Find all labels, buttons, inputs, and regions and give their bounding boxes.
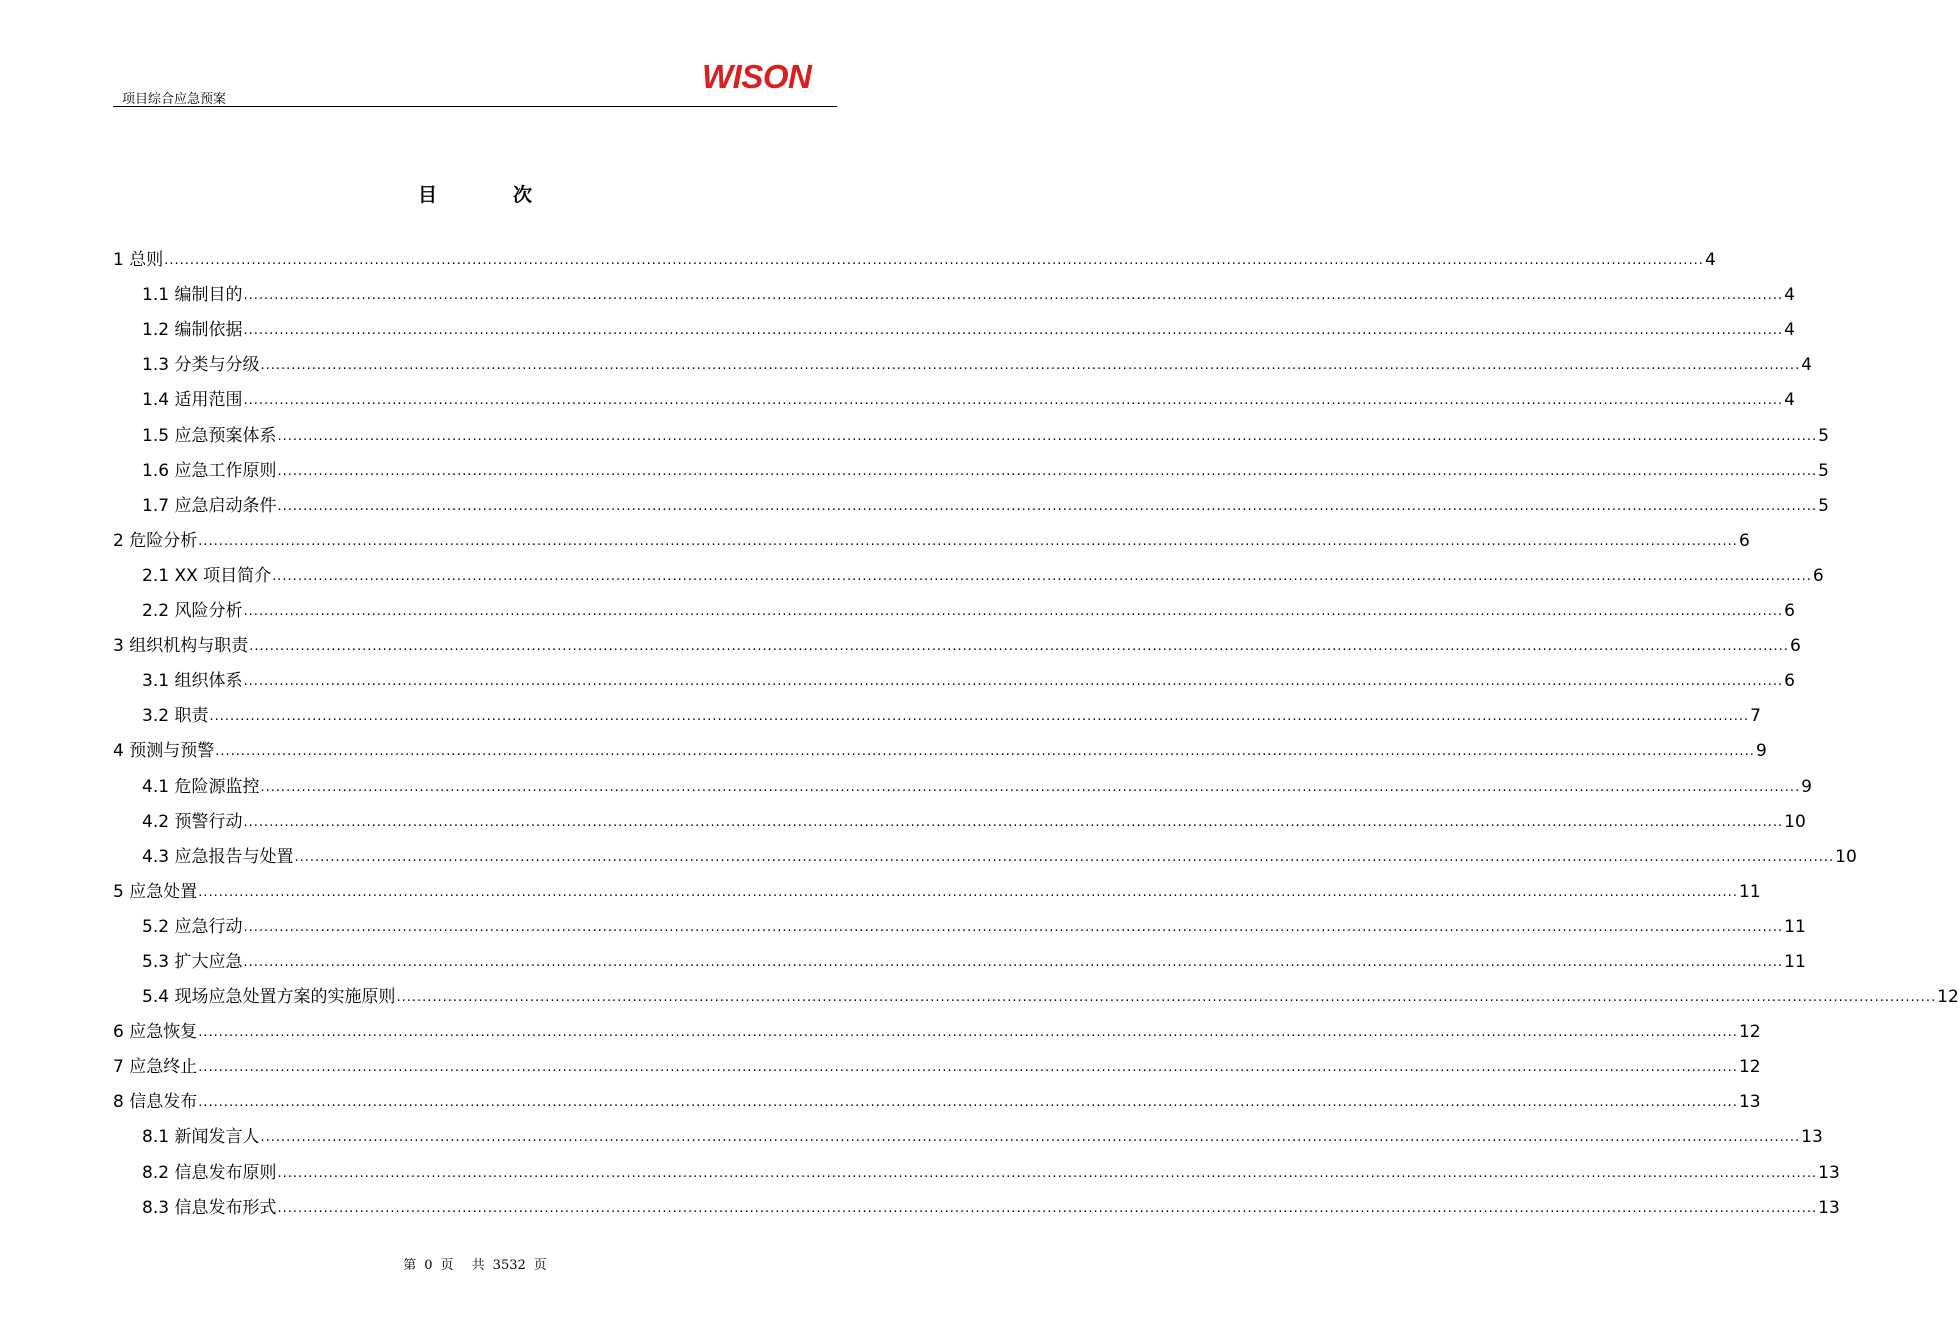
toc-leader-dots: ............................................................................................................................................................................................................................................................................................................	[396, 990, 1937, 1006]
toc-entry-label	[142, 383, 242, 418]
toc-entry-text: 应急预案体系	[174, 425, 277, 446]
toc-entry-page: 9	[1801, 776, 1812, 797]
toc-entry-text: 编制依据	[174, 320, 243, 341]
toc-entry-number: 4.2	[142, 811, 170, 832]
toc-entry-label	[142, 664, 242, 699]
toc-entry-label	[142, 313, 242, 348]
toc-entry[interactable]	[113, 454, 1829, 489]
toc-entry-text: 应急报告与处置	[174, 846, 294, 867]
toc-heading-char-2: 次	[513, 184, 533, 206]
toc-entry-page: 13	[1738, 1092, 1761, 1113]
toc-entry[interactable]	[113, 594, 1795, 629]
toc-entry[interactable]	[113, 980, 1959, 1015]
toc-leader-dots: ............................................................................................................................................................................................................................................................................................................	[198, 1095, 1738, 1111]
toc-entry[interactable]	[113, 313, 1795, 348]
toc-entry[interactable]	[113, 734, 1767, 769]
toc-entry-label	[142, 348, 259, 383]
toc-entry-number: 5.4	[142, 987, 170, 1008]
toc-leader-dots: ............................................................................................................................................................................................................................................................................................................	[243, 814, 1784, 830]
toc-entry-page: 13	[1801, 1127, 1823, 1148]
toc-entry-page: 6	[1784, 601, 1795, 622]
toc-entry-page: 5	[1818, 460, 1829, 481]
toc-entry-number: 8.3	[142, 1197, 170, 1218]
toc-entry-number: 5	[113, 881, 124, 902]
toc-entry-page: 9	[1755, 741, 1767, 762]
toc-entry-text: 现场应急处置方案的实施原则	[174, 987, 396, 1008]
toc-leader-dots: ............................................................................................................................................................................................................................................................................................................	[277, 1200, 1818, 1216]
toc-entry[interactable]	[113, 1191, 1840, 1226]
toc-entry-text: 适用范围	[174, 390, 243, 411]
toc-leader-dots: ............................................................................................................................................................................................................................................................................................................	[243, 674, 1784, 690]
toc-entry-page: 4	[1801, 355, 1812, 376]
toc-entry-text: XX 项目简介	[174, 565, 272, 586]
toc-entry-label	[113, 1050, 197, 1085]
toc-entry-text: 组织机构与职责	[129, 636, 249, 657]
toc-leader-dots: ............................................................................................................................................................................................................................................................................................................	[209, 709, 1750, 725]
toc-entry-page: 4	[1784, 320, 1795, 341]
header-divider	[113, 106, 837, 107]
toc-entry-number: 6	[113, 1022, 124, 1043]
toc-entry-text: 信息发布原则	[174, 1162, 277, 1183]
footer-page-word: 页	[440, 1258, 454, 1273]
toc-leader-dots: ............................................................................................................................................................................................................................................................................................................	[277, 498, 1818, 514]
toc-entry-page: 5	[1818, 495, 1829, 516]
toc-entry-label	[142, 1120, 259, 1155]
toc-entry-text: 信息发布	[129, 1092, 198, 1113]
toc-entry-number: 1.2	[142, 320, 170, 341]
toc-entry-number: 1.4	[142, 390, 170, 411]
toc-entry-page: 6	[1789, 636, 1801, 657]
toc-leader-dots: ............................................................................................................................................................................................................................................................................................................	[198, 533, 1738, 549]
toc-entry-label	[142, 945, 242, 980]
toc-leader-dots: ............................................................................................................................................................................................................................................................................................................	[198, 884, 1738, 900]
toc-entry-page: 12	[1937, 987, 1959, 1008]
toc-entry-page: 7	[1750, 706, 1761, 727]
toc-entry-number: 2.2	[142, 601, 170, 622]
toc-entry-label	[142, 980, 395, 1015]
toc-entry-label	[142, 419, 276, 454]
toc-entry-text: 分类与分级	[174, 355, 260, 376]
toc-entry[interactable]	[113, 875, 1761, 910]
toc-entry-number: 4	[113, 741, 124, 762]
logo-wordmark: WISON	[702, 58, 812, 95]
toc-entry-label	[113, 524, 197, 559]
toc-entry[interactable]	[113, 348, 1812, 383]
toc-entry-text: 总则	[129, 250, 164, 271]
toc-leader-dots: ............................................................................................................................................................................................................................................................................................................	[249, 639, 1789, 655]
toc-entry-page: 4	[1784, 285, 1795, 306]
toc-entry-text: 预测与预警	[129, 741, 215, 762]
toc-entry-page: 10	[1835, 846, 1857, 867]
toc-entry-label	[113, 875, 197, 910]
toc-entry[interactable]	[113, 1120, 1823, 1155]
footer-page-prefix: 第	[403, 1258, 417, 1273]
toc-entry-page: 6	[1784, 671, 1795, 692]
toc-entry-number: 2.1	[142, 565, 170, 586]
toc-entry-page: 4	[1784, 390, 1795, 411]
toc-entry-text: 编制目的	[174, 285, 243, 306]
toc-entry-number: 3.1	[142, 671, 170, 692]
toc-entry[interactable]	[113, 243, 1716, 278]
toc-entry-number: 1.5	[142, 425, 170, 446]
toc-entry[interactable]	[113, 1155, 1840, 1190]
toc-entry-text: 扩大应急	[174, 951, 243, 972]
toc-entry-number: 1.1	[142, 285, 170, 306]
toc-entry-page: 12	[1738, 1022, 1761, 1043]
toc-entry-number: 1.6	[142, 460, 170, 481]
toc-entry[interactable]	[113, 840, 1857, 875]
toc-heading	[418, 180, 532, 207]
toc-entry[interactable]	[113, 383, 1795, 418]
toc-entry-label	[113, 1015, 197, 1050]
toc-entry[interactable]	[113, 910, 1806, 945]
toc-entry-text: 新闻发言人	[174, 1127, 260, 1148]
toc-entry-text: 应急工作原则	[174, 460, 277, 481]
toc-entry[interactable]	[113, 805, 1806, 840]
toc-entry[interactable]	[113, 418, 1829, 453]
toc-entry-label	[113, 734, 214, 769]
toc-entry-page: 12	[1738, 1057, 1761, 1078]
footer-page-number: 0	[424, 1258, 433, 1273]
toc-leader-dots: ............................................................................................................................................................................................................................................................................................................	[277, 463, 1818, 479]
toc-leader-dots: ............................................................................................................................................................................................................................................................................................................	[243, 393, 1784, 409]
toc-entry[interactable]	[113, 629, 1801, 664]
toc-entry-text: 应急恢复	[129, 1022, 198, 1043]
toc-entry[interactable]	[113, 699, 1761, 734]
toc-entry-number: 1.3	[142, 355, 170, 376]
toc-entry-label	[142, 805, 242, 840]
toc-entry-page: 6	[1812, 565, 1824, 586]
toc-entry-text: 信息发布形式	[174, 1197, 277, 1218]
toc-leader-dots: ............................................................................................................................................................................................................................................................................................................	[272, 568, 1812, 584]
toc-leader-dots: ............................................................................................................................................................................................................................................................................................................	[294, 849, 1835, 865]
wison-logo	[700, 58, 838, 95]
toc-leader-dots: ............................................................................................................................................................................................................................................................................................................	[243, 323, 1784, 339]
toc-entry-label	[142, 559, 271, 594]
toc-entry-text: 危险分析	[129, 530, 198, 551]
toc-entry-page: 4	[1704, 250, 1716, 271]
footer-total-pages: 3532	[492, 1258, 526, 1273]
toc-entry-number: 4.1	[142, 776, 170, 797]
toc-entry-number: 2	[113, 530, 124, 551]
toc-entry[interactable]	[113, 524, 1750, 559]
toc-entry-page: 13	[1818, 1162, 1840, 1183]
toc-entry-page: 10	[1784, 811, 1806, 832]
table-of-contents	[113, 243, 1959, 1226]
toc-entry[interactable]	[113, 1050, 1761, 1085]
toc-entry[interactable]	[113, 945, 1806, 980]
toc-entry-label	[142, 910, 242, 945]
toc-entry-number: 3.2	[142, 706, 170, 727]
toc-entry-number: 1.7	[142, 495, 170, 516]
toc-entry-number: 8.2	[142, 1162, 170, 1183]
toc-entry-page: 11	[1784, 916, 1806, 937]
toc-entry[interactable]	[113, 489, 1829, 524]
toc-heading-char-1: 目	[418, 184, 438, 206]
toc-leader-dots: ............................................................................................................................................................................................................................................................................................................	[215, 744, 1755, 760]
toc-entry-number: 7	[113, 1057, 124, 1078]
document-title: 项目综合应急预案	[122, 92, 227, 107]
footer-total-prefix: 共	[471, 1258, 485, 1273]
toc-entry-label	[142, 770, 259, 805]
page-footer	[0, 1254, 950, 1273]
toc-leader-dots: ............................................................................................................................................................................................................................................................................................................	[243, 288, 1784, 304]
footer-total-word: 页	[533, 1258, 547, 1273]
toc-entry[interactable]	[113, 559, 1824, 594]
toc-entry-page: 5	[1818, 425, 1829, 446]
toc-entry-label	[142, 699, 208, 734]
toc-entry-text: 危险源监控	[174, 776, 260, 797]
toc-leader-dots: ............................................................................................................................................................................................................................................................................................................	[277, 1165, 1818, 1181]
toc-leader-dots: ............................................................................................................................................................................................................................................................................................................	[164, 253, 1704, 269]
toc-entry-label	[142, 1191, 276, 1226]
toc-entry-page: 6	[1738, 530, 1750, 551]
toc-entry-label	[113, 243, 163, 278]
toc-entry-text: 应急终止	[129, 1057, 198, 1078]
toc-leader-dots: ............................................................................................................................................................................................................................................................................................................	[243, 919, 1784, 935]
toc-leader-dots: ............................................................................................................................................................................................................................................................................................................	[198, 1025, 1738, 1041]
toc-leader-dots: ............................................................................................................................................................................................................................................................................................................	[243, 604, 1784, 620]
toc-entry-label	[113, 629, 248, 664]
toc-entry-text: 应急启动条件	[174, 495, 277, 516]
toc-entry-label	[142, 1156, 276, 1191]
toc-entry-text: 职责	[174, 706, 209, 727]
toc-entry[interactable]	[113, 1015, 1761, 1050]
toc-entry-number: 3	[113, 636, 124, 657]
toc-leader-dots: ............................................................................................................................................................................................................................................................................................................	[277, 428, 1818, 444]
toc-entry-text: 预警行动	[174, 811, 243, 832]
toc-leader-dots: ............................................................................................................................................................................................................................................................................................................	[260, 358, 1801, 374]
toc-entry[interactable]	[113, 664, 1795, 699]
toc-entry-label	[142, 840, 293, 875]
toc-entry-text: 风险分析	[174, 601, 243, 622]
toc-entry-page: 11	[1738, 881, 1761, 902]
toc-entry-number: 8.1	[142, 1127, 170, 1148]
toc-entry-label	[142, 454, 276, 489]
toc-entry-text: 应急行动	[174, 916, 243, 937]
toc-entry-label	[113, 1085, 197, 1120]
toc-entry-text: 组织体系	[174, 671, 243, 692]
toc-entry-page: 13	[1818, 1197, 1840, 1218]
toc-leader-dots: ............................................................................................................................................................................................................................................................................................................	[198, 1060, 1738, 1076]
toc-entry-label	[142, 278, 242, 313]
toc-entry[interactable]	[113, 1085, 1761, 1120]
toc-entry-text: 应急处置	[129, 881, 198, 902]
toc-entry-number: 5.3	[142, 951, 170, 972]
toc-entry-number: 8	[113, 1092, 124, 1113]
toc-leader-dots: ............................................................................................................................................................................................................................................................................................................	[243, 954, 1784, 970]
toc-entry-label	[142, 489, 276, 524]
toc-entry-page: 11	[1784, 951, 1806, 972]
toc-entry-number: 1	[113, 250, 124, 271]
toc-leader-dots: ............................................................................................................................................................................................................................................................................................................	[260, 779, 1801, 795]
toc-entry-number: 4.3	[142, 846, 170, 867]
toc-leader-dots: ............................................................................................................................................................................................................................................................................................................	[260, 1130, 1801, 1146]
toc-entry-number: 5.2	[142, 916, 170, 937]
toc-entry[interactable]	[113, 278, 1795, 313]
toc-entry[interactable]	[113, 769, 1812, 804]
toc-entry-label	[142, 594, 242, 629]
